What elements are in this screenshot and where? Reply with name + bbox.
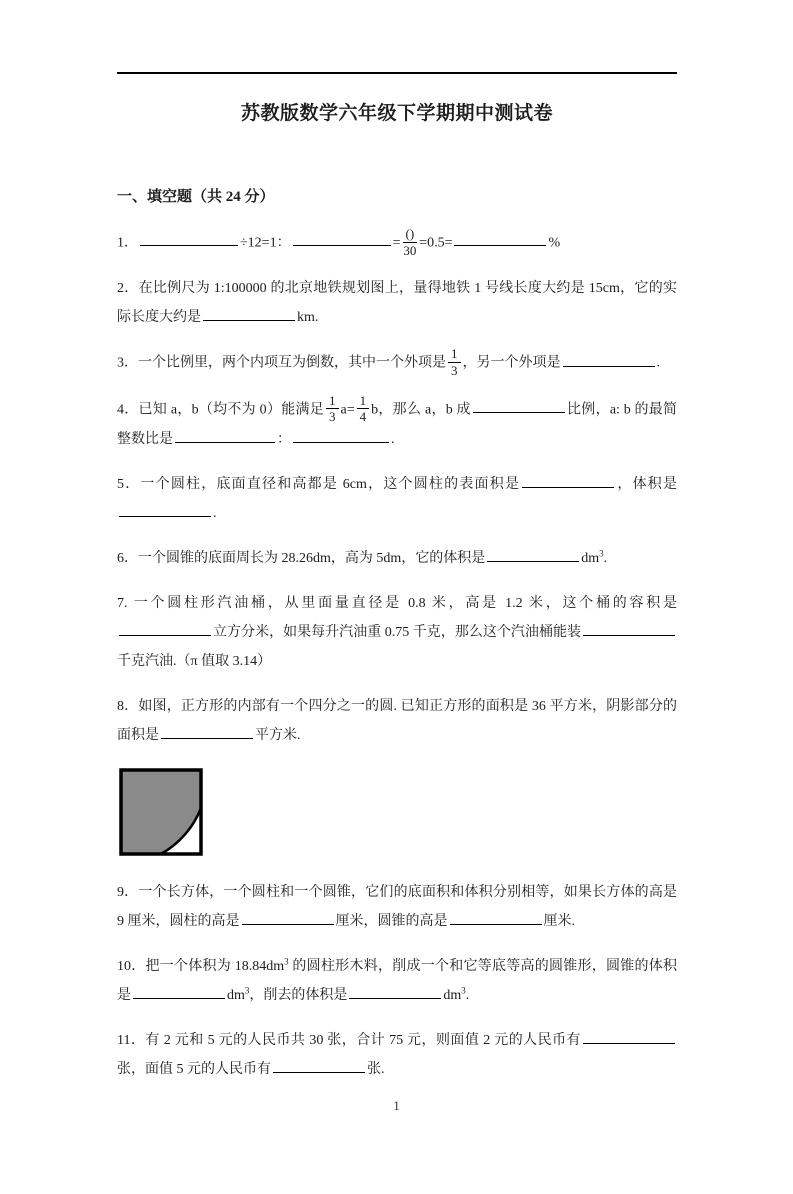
fraction-numerator: 1 — [357, 394, 370, 410]
question-text: 千克汽油.（π 值取 3.14） — [117, 653, 272, 669]
question-text: 平方米. — [255, 727, 301, 743]
question-text: . — [603, 550, 608, 566]
question-text: 8．如图，正方形的内部有一个四分之一的圆. 已知正方形的面积是 36 平方米，阴影部分的面积是 — [117, 698, 677, 743]
question-7 — [117, 589, 677, 676]
fraction-denominator: 4 — [359, 409, 367, 425]
question-4 — [117, 392, 678, 454]
fraction — [448, 347, 461, 377]
answer-blank — [203, 307, 295, 321]
fraction — [357, 394, 370, 424]
page-number: 1 — [393, 1098, 400, 1113]
question-text: ，削去的体积是 — [249, 987, 348, 1003]
question-text: ÷12=1： — [240, 235, 291, 251]
answer-blank — [487, 548, 579, 562]
question-text: = — [392, 235, 401, 251]
question-1 — [117, 228, 677, 258]
shaded-quarter-disk — [121, 770, 201, 854]
question-text: b，那么 a，b 成 — [371, 401, 471, 417]
answer-blank — [450, 911, 542, 925]
fraction-denominator: 3 — [329, 409, 336, 425]
fraction — [403, 227, 418, 257]
superscript: 3 — [461, 985, 466, 996]
question-text: . — [213, 505, 217, 521]
question-text: 厘米. — [543, 913, 575, 929]
test-paper-page — [0, 72, 793, 1194]
answer-blank — [583, 1030, 675, 1044]
answer-blank — [119, 622, 211, 636]
question-text: 张，面值 5 元的人民币有 — [117, 1061, 271, 1077]
question-6 — [117, 544, 677, 573]
header-rule — [117, 72, 677, 74]
section-heading: 一、填空题（共 24 分） — [117, 189, 275, 205]
answer-blank — [273, 1059, 365, 1073]
answer-blank — [454, 232, 546, 246]
answer-blank — [293, 429, 389, 443]
question-text: km. — [297, 310, 319, 326]
answer-blank — [133, 985, 225, 999]
question-text: 张. — [367, 1061, 385, 1077]
question-text: % — [548, 235, 561, 251]
quarter-circle-diagram — [119, 768, 203, 856]
answer-blank — [563, 353, 655, 367]
question-3 — [117, 348, 677, 378]
question-text: ，另一个外项是 — [462, 355, 561, 371]
answer-blank — [583, 622, 675, 636]
question-text: 6．一个圆锥的底面周长为 28.26dm，高为 5dm，它的体积是 — [117, 550, 486, 566]
fraction-numerator: 1 — [448, 347, 461, 363]
question-text: 2．在比例尺为 1:100000 的北京地铁规划图上，量得地铁 1 号线长度大约是 15cm，它的实际长度大约是 — [117, 281, 677, 326]
question-10 — [117, 952, 677, 1010]
answer-blank — [140, 232, 238, 246]
question-text: =0.5= — [419, 235, 453, 251]
question-text: 的圆柱形木料，削成一个和它等底等高的圆锥形，圆锥的体积是 — [117, 958, 678, 1003]
question-text: a= — [340, 401, 355, 417]
question-text: 5．一个圆柱，底面直径和高都是 6cm，这个圆柱的表面积是 — [117, 476, 521, 492]
question-text: ，体积是 — [616, 476, 677, 492]
question-text: ： — [277, 431, 291, 447]
fraction — [326, 394, 339, 424]
question-text: 4．已知 a，b（均不为 0）能满足 — [117, 401, 325, 417]
fraction-numerator: 1 — [326, 394, 339, 410]
question-text: 立方分米，如果每升汽油重 0.75 千克，那么这个汽油桶能装 — [213, 624, 581, 640]
square-with-quarter-circle-shaded — [119, 768, 677, 856]
question-text: 3．一个比例里，两个内项互为倒数，其中一个外项是 — [117, 355, 446, 371]
question-9 — [117, 878, 677, 936]
answer-blank — [119, 503, 211, 517]
questions-list — [117, 228, 677, 1084]
fraction-denominator: 30 — [403, 242, 417, 258]
answer-blank — [349, 985, 441, 999]
answer-blank — [161, 725, 253, 739]
answer-blank — [522, 474, 614, 488]
fraction-denominator: 3 — [451, 362, 458, 378]
question-text: 10．把一个体积为 18.84dm — [117, 958, 285, 974]
answer-blank — [293, 232, 391, 246]
question-text: 比例，a: b 的最简整数比是 — [117, 401, 678, 447]
superscript: 3 — [599, 548, 604, 559]
question-text: dm — [581, 550, 600, 566]
question-text: 1． — [117, 235, 138, 251]
question-text: 厘米，圆锥的高是 — [335, 913, 448, 929]
question-text: dm — [443, 987, 462, 1003]
superscript: 3 — [244, 985, 250, 996]
answer-blank — [242, 911, 334, 925]
question-text: 11．有 2 元和 5 元的人民币共 30 张，合计 75 元，则面值 2 元的人民币有 — [117, 1032, 581, 1048]
question-5 — [117, 470, 677, 528]
question-2 — [117, 274, 677, 332]
answer-blank — [175, 429, 275, 443]
question-text: . — [465, 987, 470, 1003]
question-11 — [117, 1026, 677, 1084]
question-text: 7. 一个圆柱形汽油桶，从里面量直径是 0.8 米，高是 1.2 米，这个桶的容积是 — [117, 595, 677, 611]
question-text: dm — [227, 987, 245, 1003]
fraction-numerator: () — [403, 227, 418, 243]
question-text: . — [391, 431, 395, 447]
answer-blank — [473, 399, 565, 413]
question-text: . — [656, 355, 660, 371]
question-text: 9．一个长方体，一个圆柱和一个圆锥，它们的底面积和体积分别相等，如果长方体的高是 9 厘米，圆柱的高是 — [117, 884, 677, 929]
page-title: 苏教版数学六年级下学期期中测试卷 — [240, 103, 553, 124]
question-8 — [117, 692, 677, 750]
superscript: 3 — [284, 956, 289, 967]
